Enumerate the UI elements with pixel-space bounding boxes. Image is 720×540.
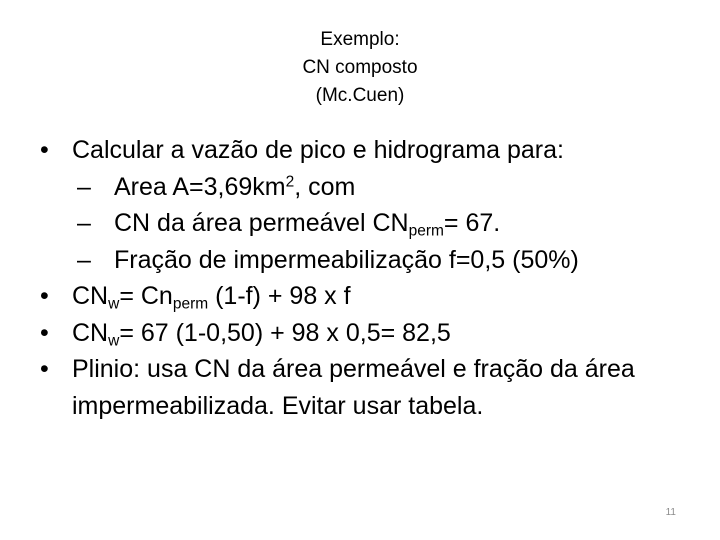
bullet-text: CN [72, 318, 109, 347]
sub-text: Area A=3,69km [114, 172, 286, 201]
bullet-icon: • [40, 318, 49, 347]
bullet-item-plinio [40, 351, 700, 424]
sub-item-fracao [40, 242, 700, 279]
dash-icon: – [77, 245, 91, 274]
bullet-text: Plinio: usa CN da área permeável e fração da área impermeabilizada. Evitar usar tabela. [72, 355, 635, 420]
title-line-3: (Mc.Cuen) [315, 85, 405, 106]
bullet-text: CN [72, 282, 109, 310]
bullet-icon: • [40, 136, 49, 164]
superscript: 2 [285, 172, 295, 190]
bullet-text-end: (1-f) + 98 x f [208, 282, 351, 310]
title-line-1: Exemplo: [320, 29, 400, 50]
subscript: w [108, 295, 120, 313]
sub-text-end: , com [294, 172, 356, 201]
bullet-text-mid: = Cn [119, 282, 173, 310]
bullet-item-cnw-formula [40, 278, 700, 315]
slide-body [40, 132, 700, 424]
bullet-item-calcular [40, 132, 700, 169]
bullet-text: Calcular a vazão de pico e hidrograma para: [72, 136, 564, 164]
sub-text: Fração de impermeabilização f=0,5 (50%) [114, 245, 579, 274]
sub-item-cn-perm [40, 205, 700, 242]
subscript: w [108, 331, 120, 349]
slide-title [0, 26, 720, 110]
title-line-2: CN composto [302, 57, 418, 78]
sub-text-end: = 67. [443, 209, 501, 237]
bullet-icon: • [40, 282, 49, 310]
sub-item-area [40, 169, 700, 206]
page-number: 11 [665, 507, 676, 518]
dash-icon: – [77, 172, 91, 201]
bullet-icon: • [40, 355, 49, 383]
subscript: perm [408, 222, 444, 240]
sub-text: CN da área permeável CN [114, 209, 409, 237]
dash-icon: – [77, 209, 91, 237]
subscript: perm [172, 295, 209, 313]
bullet-text-end: = 67 (1-0,50) + 98 x 0,5= 82,5 [119, 318, 451, 347]
bullet-item-cnw-result [40, 315, 700, 352]
